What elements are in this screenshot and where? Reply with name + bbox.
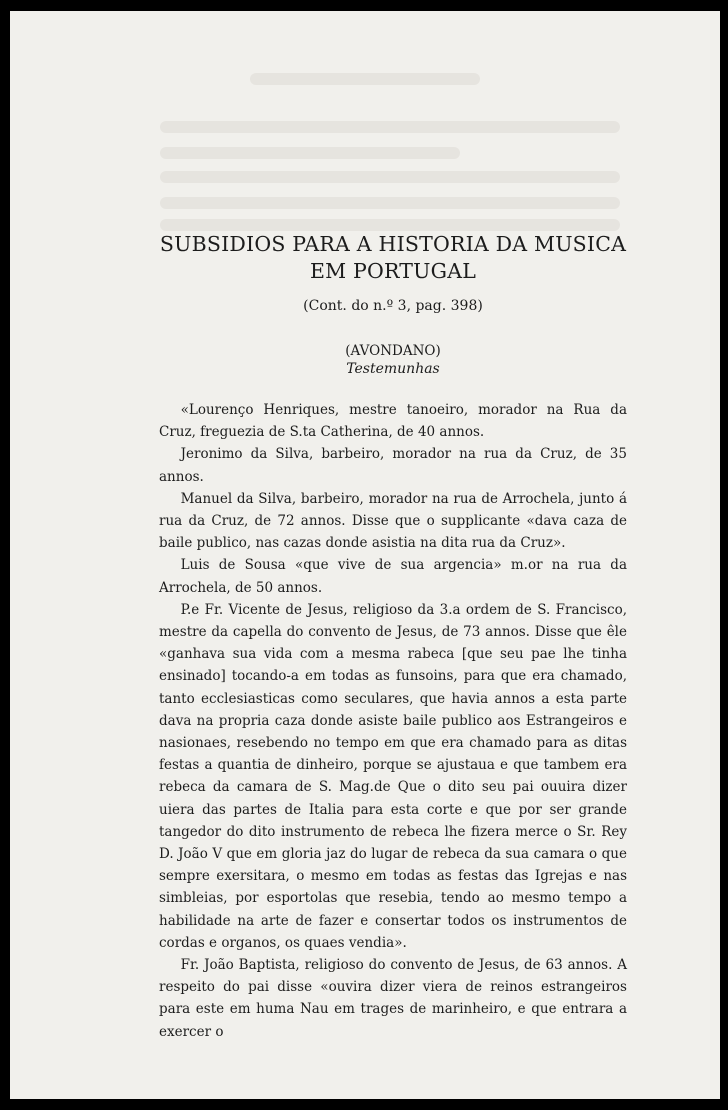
paragraph-3: Manuel da Silva, barbeiro, morador na rua de Arrochela, junto á rua da Cruz, de 72 annos. Disse que o supplicante «dava caza de baile publico, nas cazas donde asistia na dita rua da Cruz». — [159, 490, 627, 552]
paragraph-1: «Lourenço Henriques, mestre tanoeiro, morador na Rua da Cruz, freguezia de S.ta Catherina, de 40 annos. — [159, 402, 627, 441]
article — [159, 231, 627, 1043]
paragraph-4: Luis de Sousa «que vive de sua argencia» m.or na rua da Arrochela, de 50 annos. — [159, 557, 627, 596]
title-line-1: SUBSIDIOS PARA A HISTORIA DA MUSICA — [159, 232, 627, 256]
article-title — [159, 231, 627, 285]
subheading: Testemunhas — [346, 361, 440, 377]
paragraph-5: P.e Fr. Vicente de Jesus, religioso da 3.a ordem de S. Francisco, mestre da capella do convento de Jesus, de 73 annos. Disse que êle «ganhava sua vida com a mesma rabeca [que seu pae lhe tinha ensinado] tocando-a em todas as funsoins, para que era chamado, tanto ecclesiasticas como seculares, que havia annos a esta parte dava na propria caza donde asiste baile publico aos Estrangeiros e nasionaes, resebendo no tempo em que era chamado para as ditas festas a quantia de dinheiro, porque se ajustaua e que tambem era rebeca da camara de S. Mag.de Que o dito seu pai ouuira dizer uiera das partes de Italia para esta corte e que por ser grande tangedor do dito instrumento de rebeca lhe fizera merce o Sr. Rey D. João V que em gloria jaz do lugar de rebeca da sua camara o que sempre exersitara, o mesmo em todas as festas das Igrejas e nas simbleias, por esportolas que resebia, tendo ao mesmo tempo a habilidade na arte de fazer e consertar todos os instrumentos de cordas e organos, os quaes vendia». — [159, 601, 627, 951]
paragraph-6: Fr. João Baptista, religioso do convento de Jesus, de 63 annos. A respeito do pai disse «ouvira dizer viera de reinos estrangeiros para este em huma Nau em trages de marinheiro, e que entrara a exercer o — [159, 957, 627, 1040]
book-page — [10, 11, 720, 1099]
article-body — [159, 399, 627, 1043]
section-heading: (AVONDANO) — [345, 343, 441, 359]
paragraph-2: Jeronimo da Silva, barbeiro, morador na rua da Cruz, de 35 annos. — [159, 446, 627, 485]
title-line-2: EM PORTUGAL — [309, 259, 477, 283]
continuation-note: (Cont. do n.º 3, pag. 398) — [303, 298, 483, 314]
